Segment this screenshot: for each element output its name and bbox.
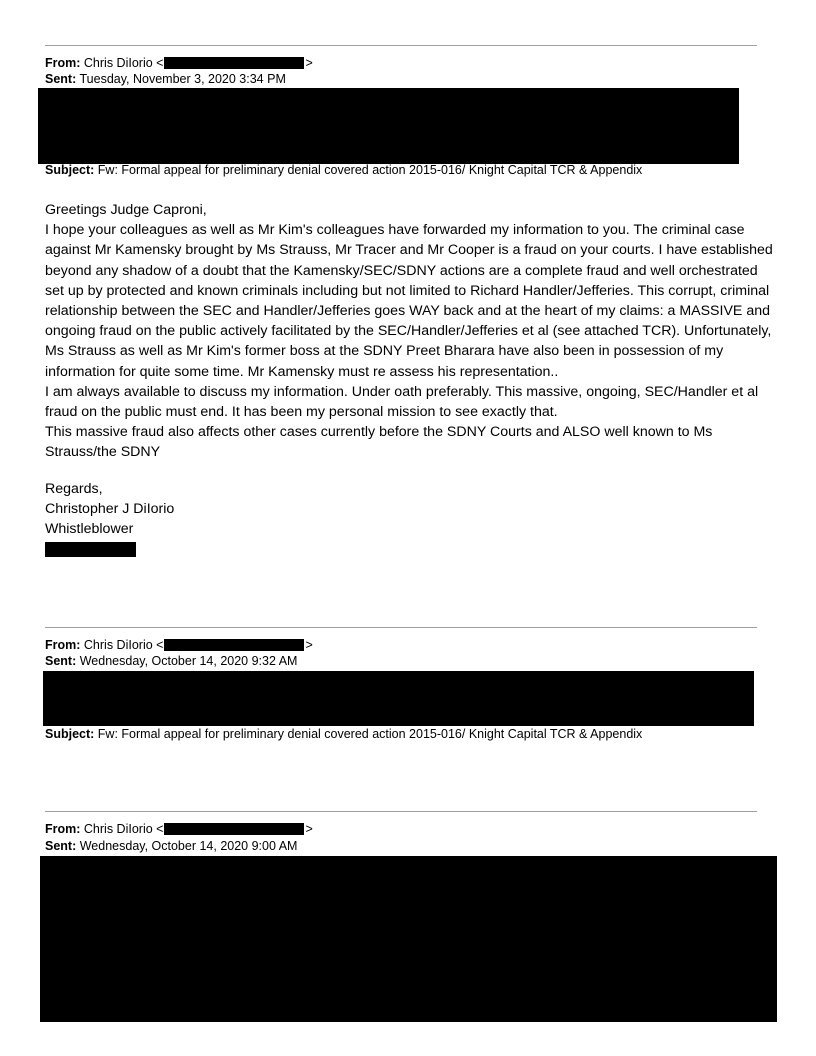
redacted-email-address [164,57,304,69]
sent-label: Sent: [45,72,77,86]
email2-subject-line [45,726,642,743]
from-label: From: [45,56,81,70]
email1-from-line [45,55,313,72]
email1-sent-line [45,71,286,88]
sent-label: Sent: [45,839,77,853]
from-close: > [305,822,313,836]
sent-value: Wednesday, October 14, 2020 9:32 AM [79,654,298,668]
sent-value: Tuesday, November 3, 2020 3:34 PM [79,72,286,86]
from-label: From: [45,638,81,652]
from-close: > [305,56,313,70]
signature-block [45,479,174,540]
from-close: > [305,638,313,652]
separator-line [45,811,757,812]
body-paragraph: This massive fraud also affects other cases currently before the SDNY Courts and ALSO well known to Ms Strauss/the SDNY [45,424,713,461]
separator-line [45,45,757,46]
signature-name: Christopher J DiIorio [45,501,175,518]
email3-sent-line [45,838,297,855]
from-name: Chris DiIorio < [83,56,164,70]
from-label: From: [45,822,81,836]
redacted-email-address [164,823,304,835]
sent-value: Wednesday, October 14, 2020 9:00 AM [79,839,298,853]
greeting: Greetings Judge Caproni, [45,202,207,218]
email3-from-line [45,821,313,838]
redacted-recipients-block [43,671,754,726]
subject-label: Subject: [45,163,95,177]
subject-value: Fw: Formal appeal for preliminary denial covered action 2015-016/ Knight Capital TCR & Appendix [97,727,643,741]
signature-title: Whistleblower [45,521,134,538]
email2-sent-line [45,653,297,670]
email1-subject-line [45,162,642,179]
email1-body [45,200,775,463]
separator-line [45,627,757,628]
email2-from-line [45,637,313,654]
from-name: Chris DiIorio < [83,822,164,836]
redacted-email-address [164,639,304,651]
redacted-recipients-block [38,88,739,164]
redacted-content-block [40,856,777,1022]
closing: Regards, [45,481,103,497]
subject-label: Subject: [45,727,95,741]
body-paragraph: I am always available to discuss my information. Under oath preferably. This massive, ongoing, SEC/Handler et al fraud on the public must end. It has been my personal mission to see exactly that. [45,383,759,421]
subject-value: Fw: Formal appeal for preliminary denial covered action 2015-016/ Knight Capital TCR & Appendix [97,163,643,177]
sent-label: Sent: [45,654,77,668]
from-name: Chris DiIorio < [83,638,164,652]
redacted-signature-contact [45,542,136,557]
body-paragraph: I hope your colleagues as well as Mr Kim's colleagues have forwarded my information to you. The criminal case against Mr Kamensky brought by Ms Strauss, Mr Tracer and Mr Cooper is a fraud on your courts. I have established beyond any shadow of a doubt that the Kamensky/SEC/SDNY actions are a complete fraud and well orchestrated set up by protected and known criminals including but not limited to Richard Handler/Jefferies. This corrupt, criminal relationship between the SEC and Handler/Jefferies goes WAY back and at the heart of my claims: a MASSIVE and ongoing fraud on the public actively facilitated by the SEC/Handler/Jefferies et al (see attached TCR). Unfortunately, Ms Strauss as well as Mr Kim's former boss at the SDNY Preet Bharara have also been in possession of my information for quite some time. Mr Kamensky must re assess his representation.. [45,222,773,380]
